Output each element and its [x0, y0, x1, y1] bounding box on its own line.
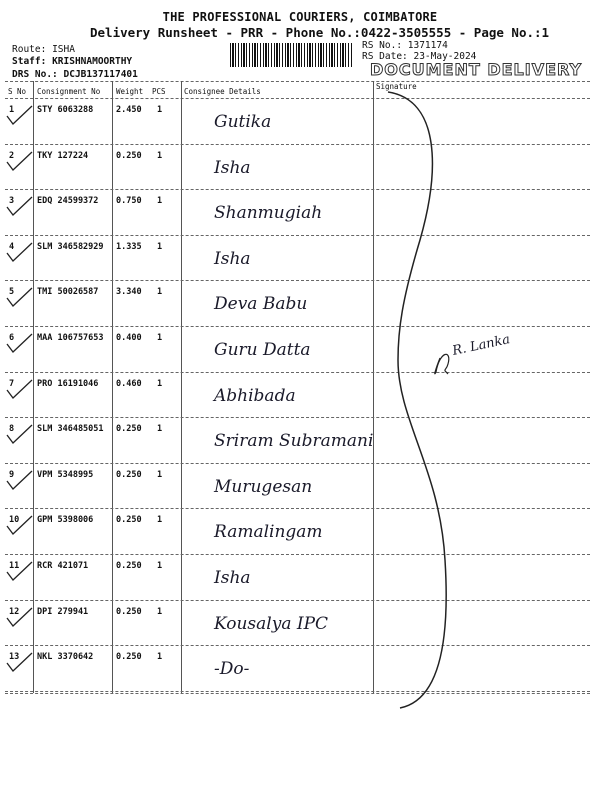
- staff-value: KRISHNAMOORTHY: [52, 56, 133, 67]
- col-consignee: Consignee Details: [184, 87, 261, 96]
- table-bottom-rule: [5, 693, 590, 694]
- row-consignee-handwritten: Ramalingam: [214, 522, 323, 543]
- row-weight: 0.250: [116, 515, 142, 526]
- row-pcs: 1: [157, 287, 163, 298]
- column-divider: [373, 81, 374, 693]
- row-sno: 11: [9, 561, 20, 571]
- row-consignee-handwritten: -Do-: [214, 659, 250, 680]
- check-tick-icon: [4, 512, 36, 538]
- rs-number: RS No.: 1371174: [362, 40, 448, 51]
- row-separator: [5, 691, 590, 692]
- row-pcs: 1: [157, 606, 163, 617]
- row-weight: 0.250: [116, 424, 142, 435]
- row-pcs: 1: [157, 241, 163, 252]
- check-tick-icon: [4, 239, 36, 265]
- row-consignment: MAA 106757653: [37, 333, 104, 343]
- row-sno: 8: [9, 424, 15, 435]
- signature: R. Lanka: [451, 332, 512, 359]
- row-separator: [5, 463, 590, 464]
- row-consignee-handwritten: Sriram Subramani: [214, 431, 374, 452]
- row-separator: [5, 144, 590, 145]
- row-sno: 1: [9, 105, 15, 115]
- row-consignment: VPM 5348995: [37, 469, 94, 480]
- check-tick-icon: [4, 102, 36, 128]
- col-consignment: Consignment No: [37, 87, 101, 96]
- check-tick-icon: [4, 649, 36, 675]
- check-tick-icon: [4, 467, 36, 493]
- row-consignment: EDQ 24599372: [37, 196, 99, 207]
- row-consignee-handwritten: Murugesan: [214, 476, 313, 497]
- check-tick-icon: [4, 330, 36, 356]
- row-consignment: STY 6063288: [37, 105, 94, 115]
- row-consignment: TKY 127224: [37, 150, 89, 161]
- row-consignment: GPM 5398006: [37, 515, 94, 526]
- col-sno: S No: [8, 87, 27, 96]
- row-pcs: 1: [157, 424, 163, 435]
- row-consignee-handwritten: Isha: [214, 157, 251, 178]
- row-weight: 0.250: [116, 561, 142, 571]
- row-separator: [5, 189, 590, 190]
- header-top-rule: [5, 81, 590, 82]
- row-weight: 0.460: [116, 378, 142, 389]
- row-weight: 0.250: [116, 652, 142, 663]
- row-pcs: 1: [157, 515, 163, 526]
- signature-bracket: [388, 92, 446, 708]
- check-tick-icon: [4, 604, 36, 630]
- row-weight: 1.335: [116, 241, 142, 252]
- row-consignee-handwritten: Kousalya IPC: [214, 613, 329, 634]
- row-sno: 3: [9, 196, 15, 207]
- route-label: Route:: [12, 44, 47, 55]
- column-divider: [181, 81, 182, 693]
- row-weight: 3.340: [116, 287, 142, 298]
- row-consignment: TMI 50026587: [37, 287, 99, 298]
- row-weight: 0.400: [116, 333, 142, 343]
- row-weight: 0.250: [116, 469, 142, 480]
- row-consignment: DPI 279941: [37, 606, 89, 617]
- row-sno: 4: [9, 241, 15, 252]
- barcode: [230, 43, 352, 67]
- row-pcs: 1: [157, 105, 163, 115]
- row-separator: [5, 280, 590, 281]
- check-tick-icon: [4, 558, 36, 584]
- drs-line: [12, 69, 138, 80]
- document-delivery-stamp: DOCUMENT DELIVERY: [370, 60, 583, 79]
- row-consignment: RCR 421071: [37, 561, 89, 571]
- row-separator: [5, 645, 590, 646]
- row-separator: [5, 326, 590, 327]
- row-weight: 0.250: [116, 150, 142, 161]
- drs-label: DRS No.:: [12, 69, 58, 80]
- row-separator: [5, 600, 590, 601]
- row-sno: 6: [9, 333, 15, 343]
- header-bottom-rule: [5, 98, 590, 99]
- check-tick-icon: [4, 148, 36, 174]
- row-consignee-handwritten: Guru Datta: [214, 340, 311, 360]
- route-line: [12, 44, 75, 55]
- row-consignment: SLM 346582929: [37, 241, 104, 252]
- row-separator: [5, 554, 590, 555]
- column-divider: [112, 81, 113, 693]
- row-pcs: 1: [157, 561, 163, 571]
- row-consignee-handwritten: Isha: [214, 248, 251, 269]
- row-sno: 13: [9, 652, 20, 663]
- row-consignee-handwritten: Gutika: [214, 112, 272, 132]
- row-separator: [5, 235, 590, 236]
- col-weight: Weight: [116, 87, 144, 96]
- row-consignee-handwritten: Deva Babu: [214, 294, 308, 315]
- drs-value: DCJB137117401: [63, 69, 138, 80]
- row-consignee-handwritten: Isha: [214, 568, 251, 588]
- check-tick-icon: [4, 376, 36, 402]
- row-pcs: 1: [157, 469, 163, 480]
- row-consignee-handwritten: Abhibada: [214, 385, 296, 406]
- rs-date: RS Date: 23-May-2024: [362, 51, 477, 62]
- row-sno: 10: [9, 515, 20, 526]
- row-pcs: 1: [157, 378, 163, 389]
- row-consignment: NKL 3370642: [37, 652, 94, 663]
- company-title: THE PROFESSIONAL COURIERS, COIMBATORE: [162, 10, 438, 24]
- row-separator: [5, 417, 590, 418]
- row-pcs: 1: [157, 333, 163, 343]
- row-consignment: SLM 346485051: [37, 424, 104, 435]
- row-consignee-handwritten: Shanmugiah: [214, 203, 323, 224]
- row-separator: [5, 508, 590, 509]
- row-sno: 9: [9, 469, 15, 480]
- row-sno: 5: [9, 287, 15, 298]
- row-separator: [5, 372, 590, 373]
- col-pcs: PCS: [152, 87, 166, 96]
- staff-line: [12, 56, 132, 67]
- check-tick-icon: [4, 421, 36, 447]
- row-weight: 0.750: [116, 196, 142, 207]
- row-sno: 7: [9, 378, 15, 389]
- route-value: ISHA: [52, 44, 75, 55]
- row-consignment: PRO 16191046: [37, 378, 99, 389]
- row-pcs: 1: [157, 652, 163, 663]
- row-weight: 2.450: [116, 105, 142, 115]
- row-pcs: 1: [157, 196, 163, 207]
- staff-label: Staff:: [12, 56, 47, 67]
- row-sno: 12: [9, 606, 20, 617]
- col-signature: Signature: [376, 82, 417, 91]
- check-tick-icon: [4, 193, 36, 219]
- row-weight: 0.250: [116, 606, 142, 617]
- check-tick-icon: [4, 284, 36, 310]
- row-sno: 2: [9, 150, 15, 161]
- runsheet-subtitle: Delivery Runsheet - PRR - Phone No.:0422-3505555 - Page No.:1: [90, 25, 550, 40]
- row-pcs: 1: [157, 150, 163, 161]
